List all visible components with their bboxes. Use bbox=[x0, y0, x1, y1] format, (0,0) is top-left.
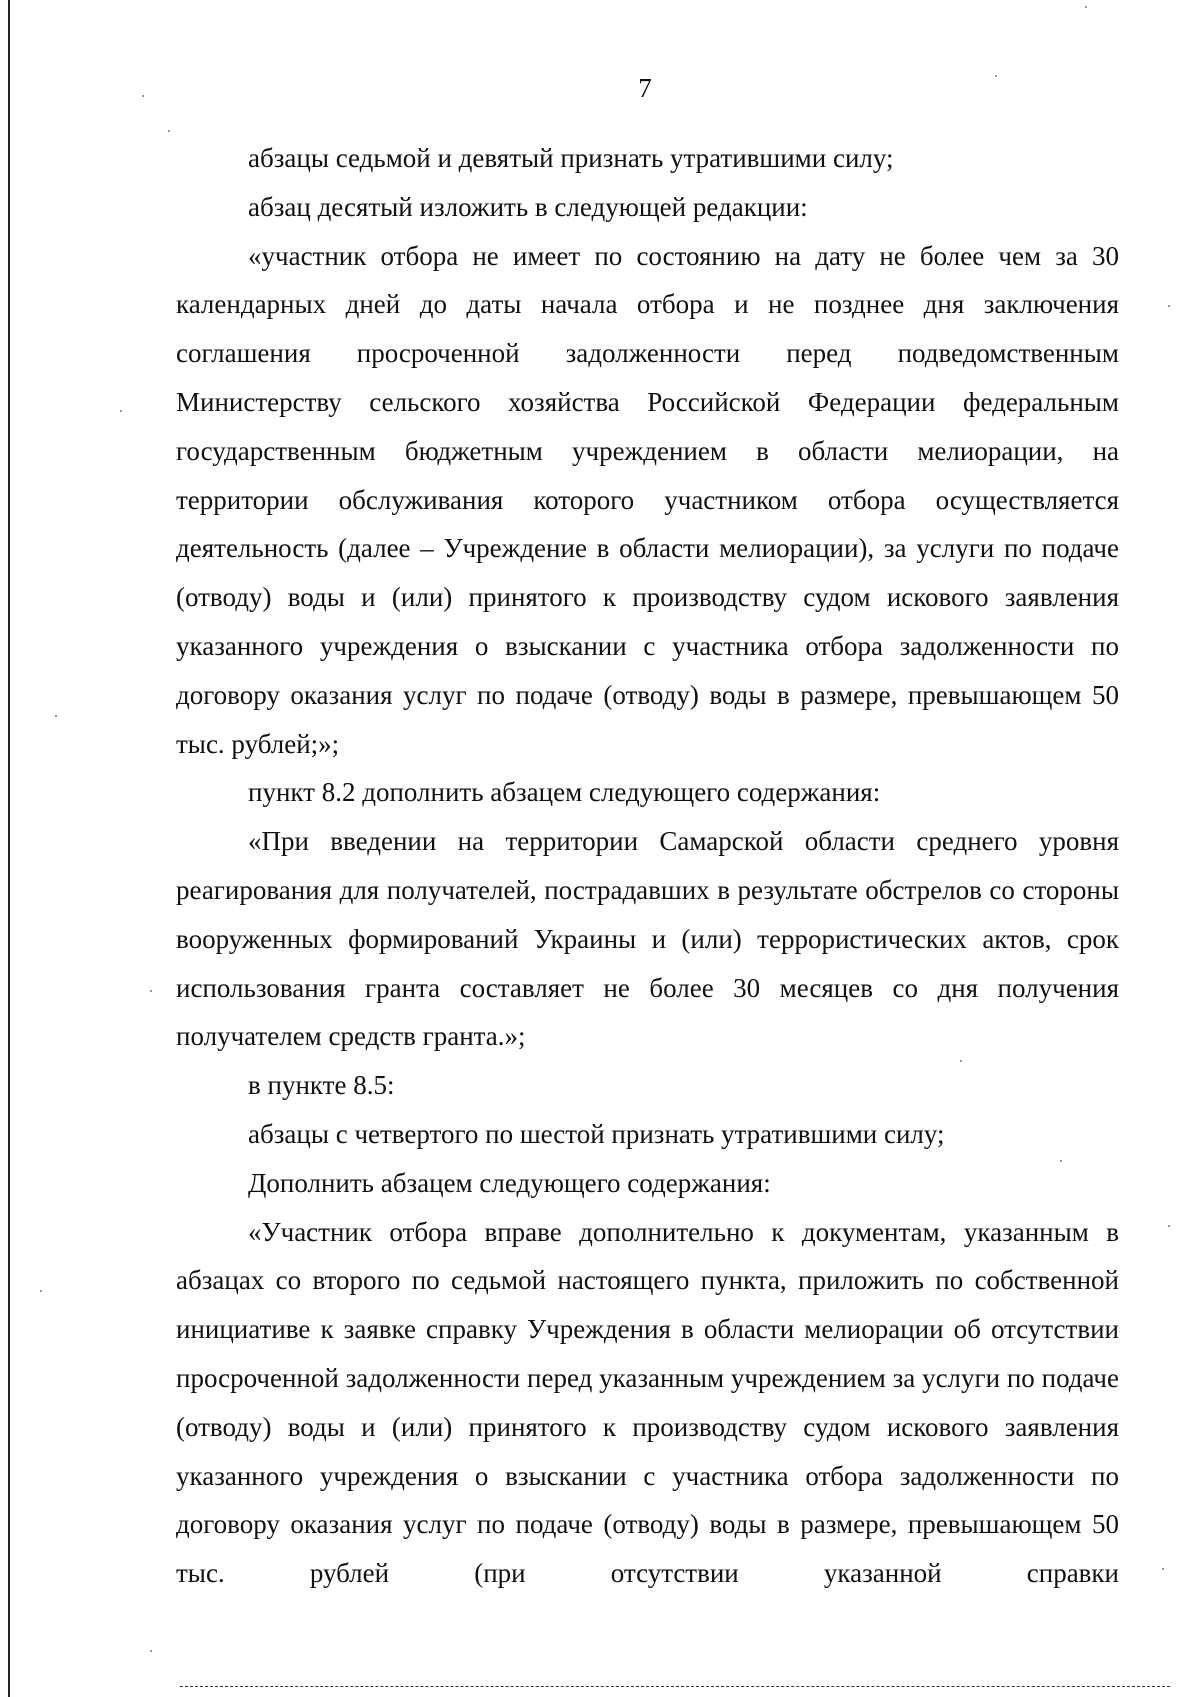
scan-speck bbox=[150, 1650, 152, 1652]
paragraph: Дополнить абзацем следующего содержания: bbox=[248, 1167, 771, 1198]
scan-speck bbox=[1060, 1160, 1062, 1162]
paragraph: «Участник отбора вправе дополнительно к документам, указанным в абзацах со второго по седьмой настоящего пункта, приложить по собственной инициативе к заявке справку Учреждения в области мелиорации об отсутствии просроченной задолженности перед указанным учреждением за услуги по подаче (отводу) воды и (или) принятого к производству судом искового заявления указанного учреждения о взыскании с участника отбора задолженности по договору оказания услуг по подаче (отводу) воды в размере, превышающем 50 тыс. рублей (при отсутствии указанной справки bbox=[176, 1216, 1119, 1589]
scan-speck bbox=[1168, 305, 1170, 307]
paragraph: абзацы с четвертого по шестой признать утратившими силу; bbox=[248, 1118, 945, 1149]
scan-speck bbox=[120, 410, 122, 412]
paragraph: пункт 8.2 дополнить абзацем следующего содержания: bbox=[248, 777, 881, 808]
paragraph: абзацы седьмой и девятый признать утратившими силу; bbox=[248, 143, 894, 173]
page-number: 7 bbox=[638, 73, 652, 103]
scan-speck bbox=[40, 1290, 42, 1292]
scan-speck bbox=[142, 95, 144, 97]
paragraph: в пункте 8.5: bbox=[248, 1070, 395, 1101]
paragraph: «участник отбора не имеет по состоянию на дату не более чем за 30 календарных дней до даты начала отбора и не позднее дня заключения соглашения просроченной задолженности перед подведомственным Министерству сельского хозяйства Российской Федерации федеральным государственным бюджетным учреждением в области мелиорации, на территории обслуживания которого участником отбора осуществляется деятельность (далее – Учреждение в области мелиорации), за услуги по подаче (отводу) воды и (или) принятого к производству судом искового заявления указанного учреждения о взыскании с участника отбора задолженности по договору оказания услуг по подаче (отводу) воды в размере, превышающем 50 тыс. рублей;»; bbox=[176, 240, 1119, 759]
paragraph: «При введении на территории Самарской области среднего уровня реагирования для получателей, пострадавших в результате обстрелов со стороны вооруженных формирований Украины и (или) террористических актов, срок использования гранта составляет не более 30 месяцев со дня получения получателем средств гранта.»; bbox=[176, 826, 1119, 1052]
bottom-scan-line bbox=[180, 1686, 1170, 1687]
scan-speck bbox=[55, 715, 57, 717]
scan-speck bbox=[150, 990, 152, 992]
scan-speck bbox=[960, 1060, 962, 1062]
page-left-edge bbox=[8, 0, 10, 1697]
scan-speck bbox=[995, 75, 997, 77]
scan-speck bbox=[168, 130, 170, 132]
document-body bbox=[176, 134, 1119, 1598]
scan-speck bbox=[1168, 1225, 1170, 1227]
scan-speck bbox=[1085, 6, 1087, 8]
scan-speck bbox=[1162, 1568, 1164, 1570]
paragraph: абзац десятый изложить в следующей редакции: bbox=[248, 191, 808, 222]
